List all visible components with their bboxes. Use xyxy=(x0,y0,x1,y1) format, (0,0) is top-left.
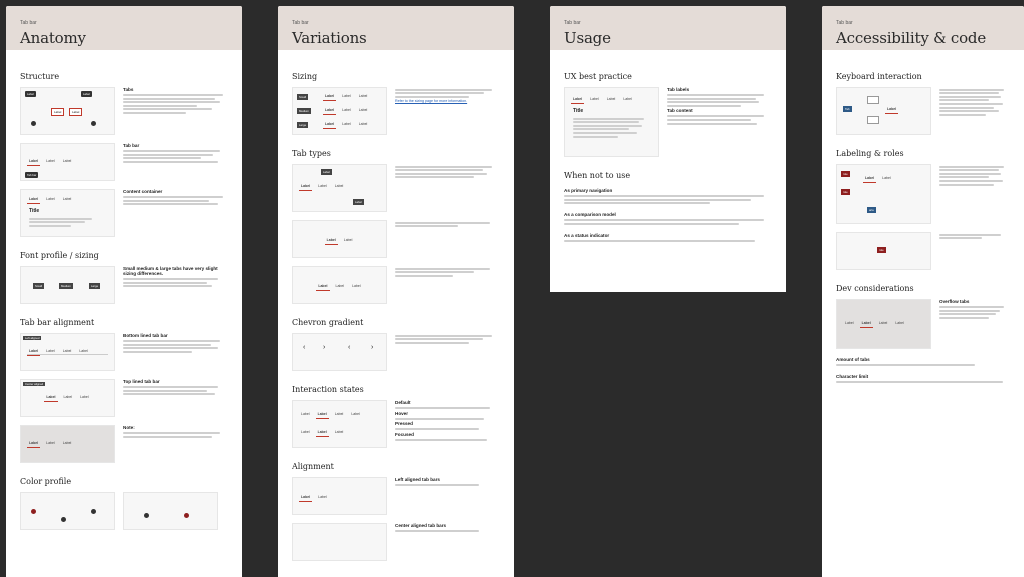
figure-tag: Center aligned xyxy=(25,382,44,386)
state-heading: Default xyxy=(395,400,411,405)
callout: Label xyxy=(83,92,90,96)
overflow-figure xyxy=(836,299,931,349)
role-chip: aria xyxy=(869,208,874,212)
tab-sample: Label xyxy=(325,122,335,126)
pin-marker xyxy=(91,121,96,126)
board-eyebrow: Tab bar xyxy=(564,20,581,26)
item-heading: As a comparison model xyxy=(564,212,616,218)
item-heading: Small medium & large tabs have very slight sizing differences. xyxy=(123,266,218,276)
board-usage xyxy=(550,6,786,292)
state-heading: Focused xyxy=(395,431,414,437)
tab-sample: Label xyxy=(335,284,345,288)
tab-sample: Label xyxy=(62,197,72,201)
tab-sample: Label xyxy=(62,349,72,353)
tab-sample: Label xyxy=(318,184,327,188)
tab-sample: Label xyxy=(882,176,891,180)
color-figure xyxy=(123,492,218,530)
board-title: Accessibility & code xyxy=(836,29,986,47)
section-title: UX best practice xyxy=(564,72,632,81)
tab-sample: Label xyxy=(845,321,854,325)
states-figure xyxy=(292,400,387,448)
item-heading: Center aligned tab bars xyxy=(395,523,447,528)
callout: Label xyxy=(323,170,330,174)
tab-sample: Label xyxy=(46,159,55,163)
tab-sample: Label xyxy=(351,412,360,416)
content-title: Title xyxy=(573,108,584,114)
tab-sample: Label xyxy=(317,412,327,416)
note-figure xyxy=(20,425,115,463)
tab-sample: Label xyxy=(29,159,39,163)
item-heading: Note: xyxy=(123,425,135,430)
chevron-right-icon[interactable]: › xyxy=(371,344,374,351)
tab-sample: Label xyxy=(590,97,599,101)
tab-sample: Label xyxy=(325,108,335,112)
role-chip: role xyxy=(843,172,848,176)
item-heading: Character limit xyxy=(836,374,869,379)
tab-sample: Label xyxy=(887,107,897,111)
tab-sample: Label xyxy=(326,238,336,242)
tab-sample: Label xyxy=(318,284,328,288)
tab-sample: Label xyxy=(606,97,616,101)
sizing-figure xyxy=(20,266,115,304)
tab-sample: Label xyxy=(878,321,888,325)
tab-sample: Label xyxy=(325,94,335,98)
size-chip: Large xyxy=(91,284,99,288)
tab-sample: Label xyxy=(69,108,82,116)
tab-sample: Label xyxy=(62,159,72,163)
alignment-figure xyxy=(292,523,387,561)
item-heading: Tabs xyxy=(123,87,134,92)
tab-sample: Label xyxy=(358,108,368,112)
size-chip: Medium xyxy=(61,284,71,288)
board-anatomy xyxy=(6,6,242,577)
chevron-left-icon[interactable]: ‹ xyxy=(348,344,351,351)
tab-sample: Label xyxy=(46,395,56,399)
tab-sample: Label xyxy=(342,122,351,126)
tab-sample: Label xyxy=(573,97,583,101)
focus-chip: Tab xyxy=(845,107,850,111)
figure-tag: Left aligned xyxy=(25,336,40,340)
tab-sample: Label xyxy=(301,430,310,434)
board-header xyxy=(6,6,242,50)
alignment-figure xyxy=(292,477,387,515)
tab-sample: Label xyxy=(623,97,632,101)
item-heading: Content container xyxy=(123,189,163,194)
callout: Label xyxy=(355,200,362,204)
state-heading: Pressed xyxy=(395,421,413,427)
section-title: Dev considerations xyxy=(836,284,914,293)
board-title: Variations xyxy=(292,29,367,47)
tab-types-figure xyxy=(292,220,387,258)
tab-types-figure xyxy=(292,164,387,212)
content-container-figure xyxy=(20,189,115,237)
tab-sample: Label xyxy=(358,94,368,98)
tab-sample: Label xyxy=(29,197,39,201)
tab-sample: Label xyxy=(301,184,311,188)
size-chip: Medium xyxy=(299,109,309,113)
tab-sample: Label xyxy=(342,94,351,98)
state-heading: Hover xyxy=(395,410,409,416)
board-header xyxy=(278,6,514,50)
sizing-figure xyxy=(292,87,387,135)
tab-sample: Label xyxy=(301,495,311,499)
item-heading: Overflow tabs xyxy=(939,299,970,304)
section-title: When not to use xyxy=(564,171,631,180)
board-variations xyxy=(278,6,514,577)
tab-sample: Label xyxy=(46,197,55,201)
section-title: Sizing xyxy=(292,72,318,81)
pin-marker xyxy=(31,121,36,126)
tab-sample: Label xyxy=(358,122,368,126)
section-title: Alignment xyxy=(292,462,334,471)
content-title: Title xyxy=(29,208,40,214)
item-heading: Tab content xyxy=(667,108,693,114)
section-title: Font profile / sizing xyxy=(20,251,99,260)
section-title: Tab bar alignment xyxy=(20,318,95,327)
tab-sample: Label xyxy=(317,430,327,434)
role-chip: role xyxy=(843,190,848,194)
section-title: Color profile xyxy=(20,477,72,486)
item-heading: As primary navigation xyxy=(564,188,613,193)
role-chip: role xyxy=(879,248,884,252)
callout: Tab bar xyxy=(27,173,37,177)
board-title: Anatomy xyxy=(20,29,86,47)
board-header xyxy=(550,6,786,50)
board-eyebrow: Tab bar xyxy=(836,20,853,26)
labeling-figure xyxy=(836,232,931,270)
tab-sample: Label xyxy=(63,395,73,399)
tab-sample: Label xyxy=(46,349,55,353)
section-title: Labeling & roles xyxy=(836,149,904,158)
size-chip: Large xyxy=(299,123,307,127)
tab-sample: Label xyxy=(352,284,361,288)
sizing-link[interactable]: Refer to the sizing page for more information. xyxy=(395,99,468,104)
tab-sample: Label xyxy=(334,412,344,416)
alignment-figure xyxy=(20,333,115,371)
item-heading: Top lined tab bar xyxy=(123,379,160,384)
usage-figure xyxy=(564,87,659,157)
item-heading: Amount of tabs xyxy=(836,357,870,362)
tab-sample: Label xyxy=(79,349,88,353)
tab-sample: Label xyxy=(80,395,89,399)
section-title: Interaction states xyxy=(292,385,364,394)
tab-sample: Label xyxy=(342,108,351,112)
chevron-left-icon[interactable]: ‹ xyxy=(303,344,306,351)
section-title: Chevron gradient xyxy=(292,318,364,327)
item-heading: Bottom lined tab bar xyxy=(123,333,168,338)
size-chip: Small xyxy=(299,95,306,99)
board-header xyxy=(822,6,1024,50)
labeling-figure xyxy=(836,164,931,224)
tab-bar-figure xyxy=(20,143,115,181)
board-title: Usage xyxy=(564,29,611,47)
chevron-right-icon[interactable]: › xyxy=(323,344,326,351)
tab-sample: Label xyxy=(334,430,344,434)
tab-sample: Label xyxy=(318,495,327,499)
tab-sample: Label xyxy=(334,184,344,188)
tab-types-figure xyxy=(292,266,387,304)
color-figure xyxy=(20,492,115,530)
item-heading: Left aligned tab bars xyxy=(395,477,440,482)
item-heading: Tab labels xyxy=(667,87,690,92)
anatomy-figure xyxy=(20,87,115,135)
section-title: Keyboard interaction xyxy=(836,72,922,81)
tab-sample: Label xyxy=(46,441,55,445)
callout: Label xyxy=(27,92,34,96)
size-chip: Small xyxy=(35,284,42,288)
tab-sample: Label xyxy=(895,321,904,325)
section-title: Tab types xyxy=(292,149,331,158)
tab-sample: Label xyxy=(865,176,875,180)
tab-sample: Label xyxy=(62,441,72,445)
tab-sample: Label xyxy=(861,321,871,325)
tab-sample: Label xyxy=(29,349,39,353)
tab-sample: Label xyxy=(301,412,310,416)
board-accessibility xyxy=(822,6,1024,577)
alignment-figure xyxy=(20,379,115,417)
keyboard-figure xyxy=(836,87,931,135)
board-eyebrow: Tab bar xyxy=(20,20,37,26)
board-eyebrow: Tab bar xyxy=(292,20,309,26)
item-heading: As a status indicator xyxy=(564,232,610,238)
tab-sample: Label xyxy=(343,238,353,242)
chevron-figure xyxy=(292,333,387,371)
section-title: Structure xyxy=(20,72,60,81)
tab-sample: Label xyxy=(51,108,64,116)
tab-sample: Label xyxy=(29,441,39,445)
item-heading: Tab bar xyxy=(123,143,140,148)
